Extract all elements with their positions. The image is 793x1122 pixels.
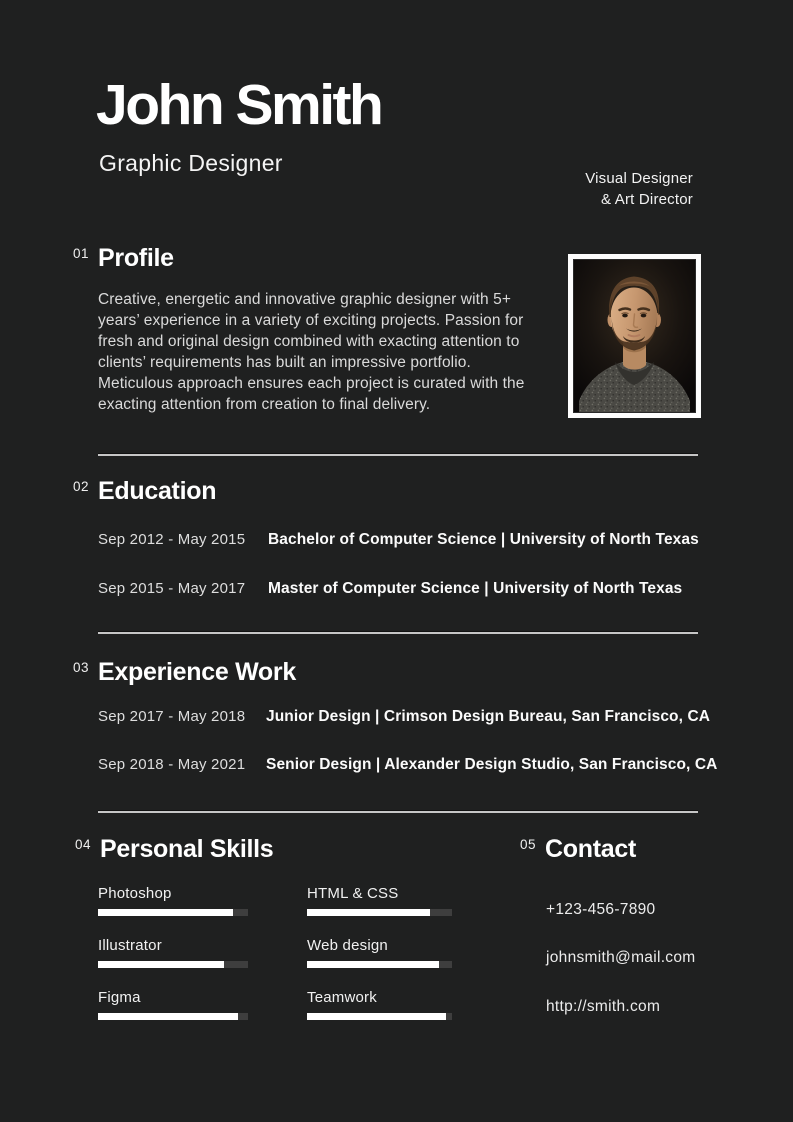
section-title: Personal Skills — [100, 835, 274, 863]
skill-bar-track — [98, 961, 248, 968]
experience-row — [98, 756, 738, 774]
skill-item — [98, 937, 248, 968]
section-divider — [98, 632, 698, 634]
section-title: Education — [98, 477, 217, 505]
section-divider — [98, 811, 698, 813]
section-number: 02 — [73, 479, 90, 494]
skill-item — [98, 885, 248, 916]
skill-bar-track — [307, 1013, 452, 1020]
section-number: 03 — [73, 660, 90, 675]
contact-email: johnsmith@mail.com — [546, 949, 696, 966]
skill-item — [98, 989, 248, 1020]
portrait-illustration — [573, 259, 696, 413]
experience-section-heading — [73, 659, 296, 685]
skill-bar-fill — [98, 909, 233, 916]
section-number: 01 — [73, 246, 90, 261]
skill-label: HTML & CSS — [307, 885, 399, 902]
section-title: Contact — [545, 835, 636, 863]
skills-section-heading — [75, 836, 273, 862]
experience-position: Junior Design | Crimson Design Bureau, San Francisco, CA — [266, 708, 711, 725]
experience-dates: Sep 2017 - May 2018 — [98, 708, 246, 725]
skill-bar-fill — [307, 1013, 446, 1020]
tagline-line-2: & Art Director — [601, 191, 693, 208]
profile-summary-text: Creative, energetic and innovative graphic designer with 5+ years’ experience in a variety of exciting projects. Passion for fresh and original design combined with exacting attention to clients’ requirements has built an impressive portfolio. Meticulous approach ensures each project is curated with the exacting attention from creation to final delivery. — [98, 291, 525, 413]
education-dates: Sep 2015 - May 2017 — [98, 580, 246, 597]
person-name: John Smith — [96, 73, 382, 137]
skill-item — [307, 885, 452, 916]
tagline-line-1: Visual Designer — [585, 170, 693, 187]
tagline — [585, 168, 693, 210]
portrait-photo-image — [573, 259, 696, 413]
skill-bar-track — [98, 1013, 248, 1020]
experience-position: Senior Design | Alexander Design Studio, San Francisco, CA — [266, 756, 718, 773]
skill-item — [307, 937, 452, 968]
skill-label: Figma — [98, 989, 141, 1006]
skill-bar-fill — [307, 909, 430, 916]
skill-label: Teamwork — [307, 989, 377, 1006]
experience-row — [98, 708, 738, 726]
skill-label: Illustrator — [98, 937, 162, 954]
section-title: Profile — [98, 244, 174, 272]
section-title: Experience Work — [98, 658, 296, 686]
profile-photo — [568, 254, 701, 418]
section-number: 05 — [520, 837, 537, 852]
education-dates: Sep 2012 - May 2015 — [98, 531, 246, 548]
contact-website: http://smith.com — [546, 998, 661, 1015]
person-job-title: Graphic Designer — [99, 150, 283, 176]
skill-label: Photoshop — [98, 885, 172, 902]
skill-bar-fill — [98, 961, 224, 968]
education-row — [98, 531, 738, 549]
experience-dates: Sep 2018 - May 2021 — [98, 756, 246, 773]
section-number: 04 — [75, 837, 92, 852]
skill-label: Web design — [307, 937, 388, 954]
education-degree: Master of Computer Science | University of North Texas — [268, 580, 683, 597]
skill-bar-track — [307, 961, 452, 968]
education-degree: Bachelor of Computer Science | University of North Texas — [268, 531, 699, 548]
skill-bar-fill — [98, 1013, 238, 1020]
skill-item — [307, 989, 452, 1020]
skill-bar-fill — [307, 961, 439, 968]
section-divider — [98, 454, 698, 456]
profile-section-heading — [73, 245, 174, 271]
contact-section-heading — [520, 836, 636, 862]
education-row — [98, 580, 738, 598]
skill-bar-track — [307, 909, 452, 916]
education-section-heading — [73, 478, 216, 504]
skill-bar-track — [98, 909, 248, 916]
contact-phone: +123-456-7890 — [546, 901, 656, 918]
